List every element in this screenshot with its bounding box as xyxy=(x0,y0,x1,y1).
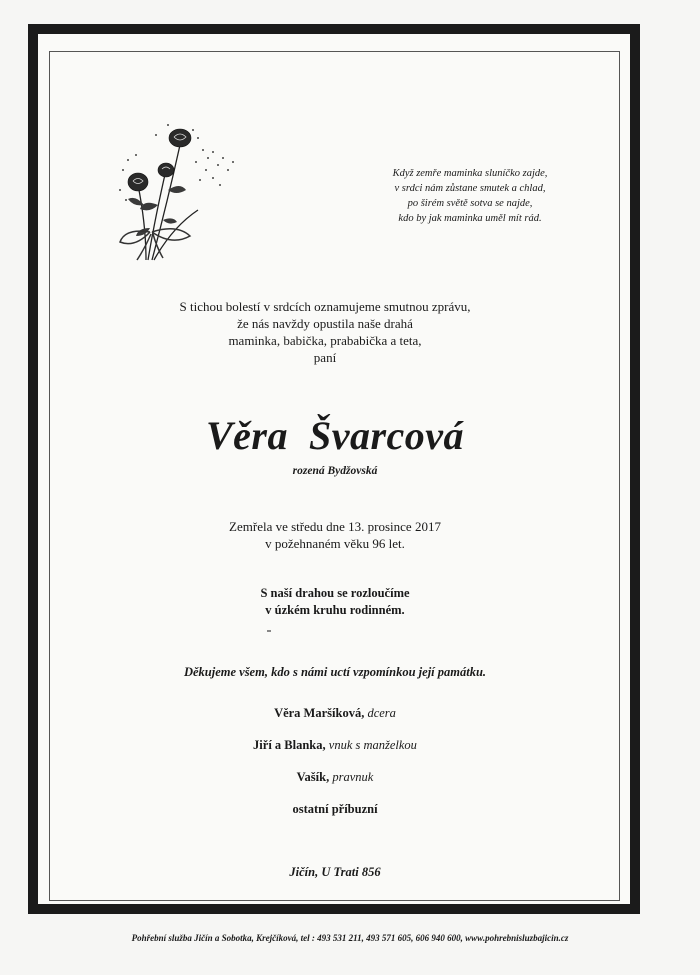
death-line: Zemřela ve středu dne 13. prosince 2017 xyxy=(229,519,441,534)
signature-relatives xyxy=(150,802,520,817)
signature-relation: pravnuk xyxy=(332,770,374,784)
address: Jičín, U Trati 856 xyxy=(289,865,381,879)
intro-line: paní xyxy=(313,350,337,365)
deceased-name: Věra Švarcová xyxy=(205,413,465,458)
intro-line: že nás navždy opustila naše drahá xyxy=(237,316,413,331)
signature-name: Věra Maršíková, xyxy=(274,706,365,720)
intro-line: S tichou bolestí v srdcích oznamujeme smutnou zprávu, xyxy=(179,299,471,314)
funeral-service-footer: Pohřební služba Jičín a Sobotka, Krejčíková, tel : 493 531 211, 493 571 605, 606 940 600, www.pohrebnisluzbajicin.cz xyxy=(131,933,569,943)
rose-bouquet-icon xyxy=(108,110,253,270)
intro-line: maminka, babička, prababička a teta, xyxy=(228,333,422,348)
signature-name: Vašík, xyxy=(296,770,330,784)
poem-line: po širém světě sotva se najde, xyxy=(407,198,533,209)
signature-relation: vnuk s manželkou xyxy=(328,738,417,752)
divider-mark xyxy=(267,630,271,632)
announcement-intro xyxy=(150,298,500,366)
poem-line: Když zemře maminka sluníčko zajde, xyxy=(392,168,548,179)
poem xyxy=(360,166,580,226)
signature-name: Jiří a Blanka, xyxy=(253,738,326,752)
signature-name: ostatní příbuzní xyxy=(292,802,378,816)
farewell-line: S naší drahou se rozloučíme xyxy=(260,586,410,600)
farewell-line: v úzkém kruhu rodinném. xyxy=(265,603,405,617)
death-line: v požehnaném věku 96 let. xyxy=(265,536,405,551)
poem-line: kdo by jak maminka uměl mít rád. xyxy=(398,213,542,224)
poem-line: v srdci nám zůstane smutek a chlad, xyxy=(394,183,546,194)
signature-grandson xyxy=(150,738,520,753)
signature-daughter xyxy=(150,706,520,721)
signature-great-grandson xyxy=(150,770,520,785)
farewell-info xyxy=(160,585,510,619)
signature-relation: dcera xyxy=(367,706,396,720)
thanks-line: Děkujeme všem, kdo s námi uctí vzpomínkou její památku. xyxy=(183,665,487,679)
death-info xyxy=(160,518,510,552)
maiden-name: rozená Bydžovská xyxy=(292,465,378,477)
